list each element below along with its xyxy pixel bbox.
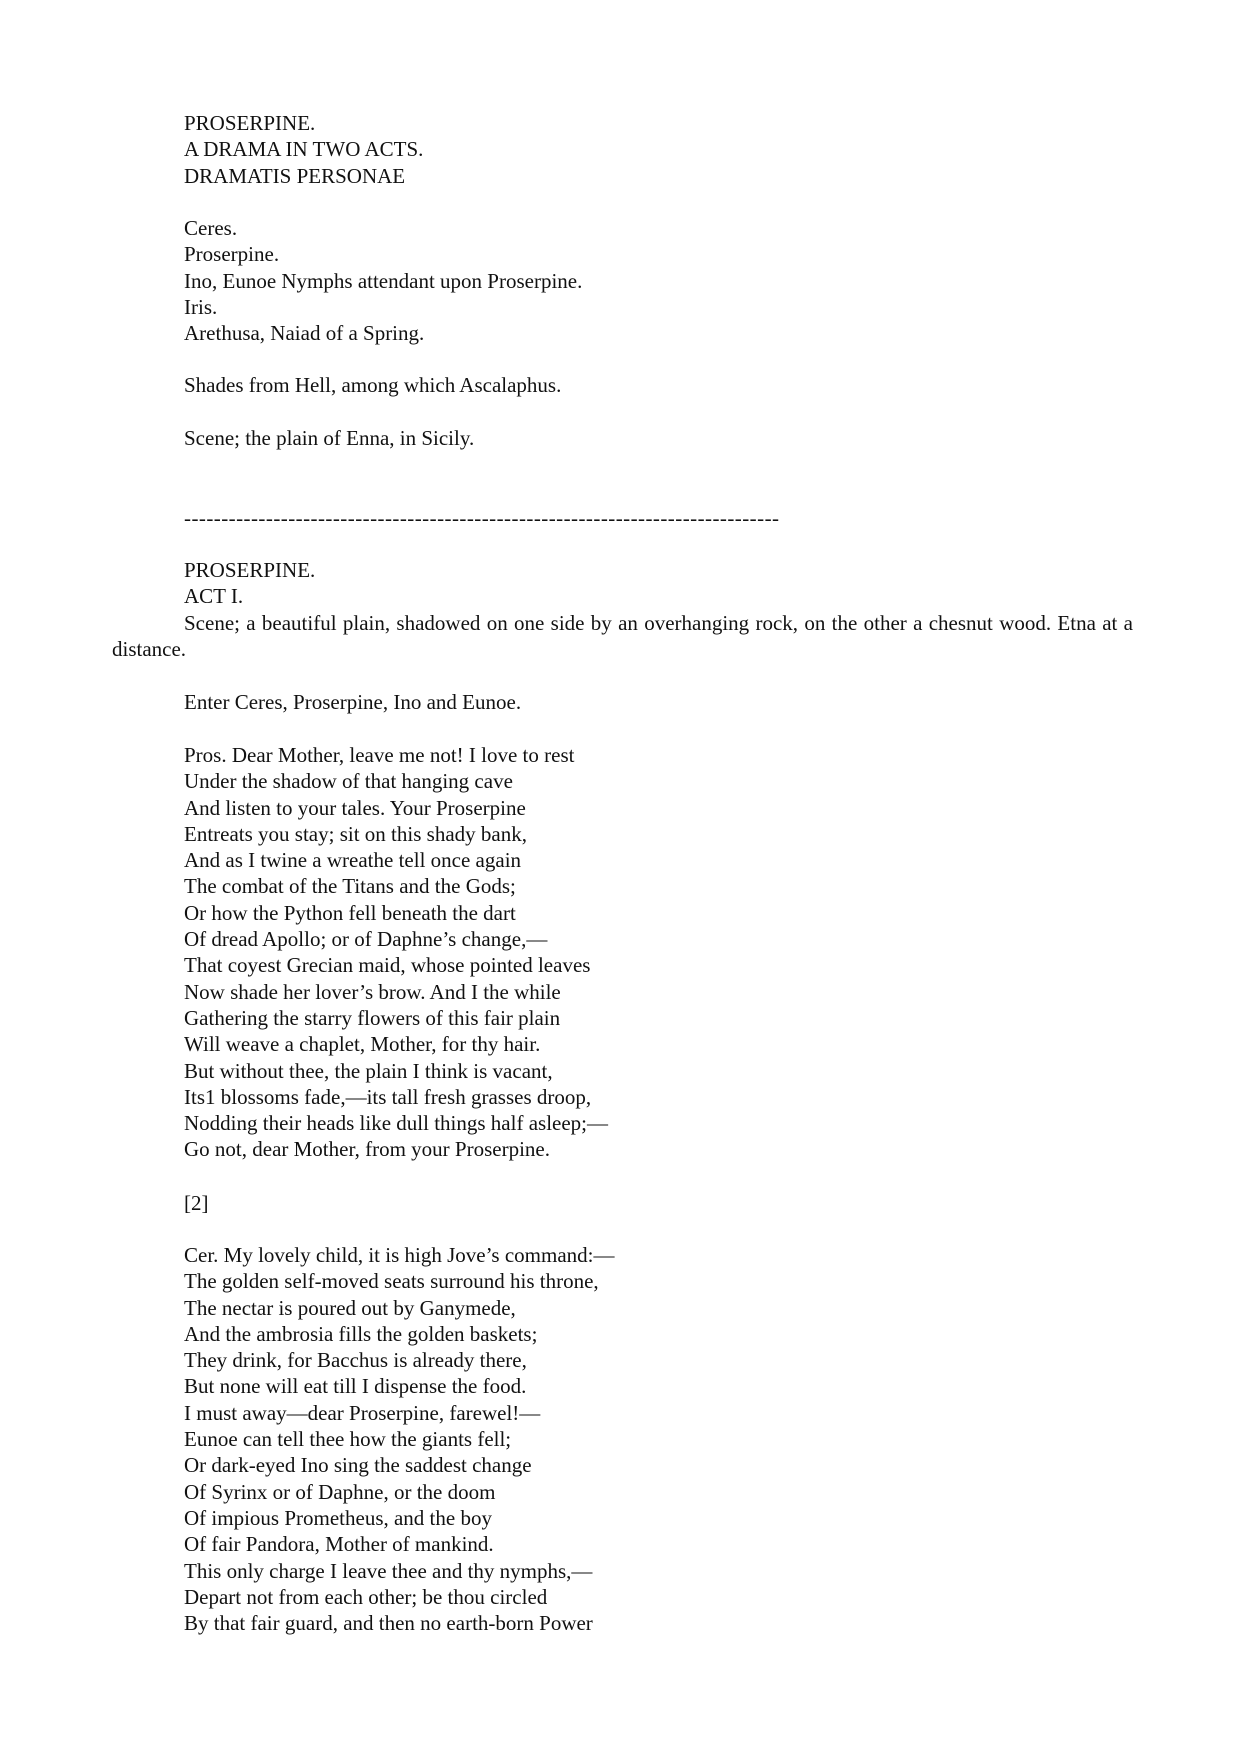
verse-line: By that fair guard, and then no earth-born Power [184,1611,593,1636]
verse-line: Or how the Python fell beneath the dart [184,900,516,925]
verse-line: The nectar is poured out by Ganymede, [184,1295,516,1320]
scene-description: Scene; a beautiful plain, shadowed on one side by an overhanging rock, on the other a chesnut wood. Etna at a distance. [112,611,1133,662]
verse-line: Or dark-eyed Ino sing the saddest change [184,1453,532,1478]
setting-text: Scene; the plain of Enna, in Sicily. [184,426,475,450]
verse-line: That coyest Grecian maid, whose pointed leaves [184,953,591,978]
character-item: Iris. [184,294,218,319]
character-item: Proserpine. [184,242,280,267]
play-subtitle: A DRAMA IN TWO ACTS. [184,137,424,162]
verse-line: Of fair Pandora, Mother of mankind. [184,1532,494,1557]
verse-line: Gathering the starry flowers of this fair plain [184,1005,561,1030]
verse-line: The combat of the Titans and the Gods; [184,874,516,899]
verse-line: Of dread Apollo; or of Daphne’s change,— [184,927,548,952]
verse-line: And as I twine a wreathe tell once again [184,848,522,873]
section-divider [184,505,1134,531]
verse-line: Nodding their heads like dull things half asleep;— [184,1111,608,1136]
character-item: Ceres. [184,216,238,240]
speech-proserpine [184,742,1134,1163]
speech-ceres [184,1242,1134,1636]
title-block [184,110,1134,189]
play-title: PROSERPINE. [184,111,316,135]
verse-line: Of impious Prometheus, and the boy [184,1505,492,1530]
verse-line: Of Syrinx or of Daphne, or the doom [184,1479,496,1504]
act-number: ACT I. [184,584,244,609]
divider-text: -------------------------------------------------------------------------------- [184,506,780,530]
verse-line: They drink, for Bacchus is already there, [184,1348,527,1373]
verse-line: Cer. My lovely child, it is high Jove’s command:— [184,1243,615,1267]
page-marker-text: [2] [184,1191,209,1215]
verse-line: Depart not from each other; be thou circled [184,1584,548,1609]
verse-line: Pros. Dear Mother, leave me not! I love to rest [184,743,575,767]
entrance-text: Enter Ceres, Proserpine, Ino and Eunoe. [184,690,522,714]
verse-line: The golden self-moved seats surround his throne, [184,1269,599,1294]
character-item: Arethusa, Naiad of a Spring. [184,321,425,346]
verse-line: And the ambrosia fills the golden baskets; [184,1321,538,1346]
verse-line: But none will eat till I dispense the food. [184,1374,527,1399]
verse-line: This only charge I leave thee and thy nymphs,— [184,1558,593,1583]
verse-line: Its1 blossoms fade,—its tall fresh grasses droop, [184,1084,592,1109]
page-marker [184,1190,1134,1216]
verse-line: But without thee, the plain I think is vacant, [184,1058,553,1083]
verse-line: I must away—dear Proserpine, farewel!— [184,1400,541,1425]
verse-line: And listen to your tales. Your Proserpine [184,795,526,820]
stage-direction [184,689,1134,715]
verse-line: Go not, dear Mother, from your Proserpine. [184,1137,550,1162]
act-heading [184,557,1134,610]
verse-line: Eunoe can tell thee how the giants fell; [184,1427,512,1452]
act-play-title: PROSERPINE. [184,558,316,582]
character-list [184,215,1134,346]
verse-line: Under the shadow of that hanging cave [184,769,513,794]
verse-line: Entreats you stay; sit on this shady bank, [184,821,527,846]
character-item: Ino, Eunoe Nymphs attendant upon Proserpine. [184,268,583,293]
verse-line: Now shade her lover’s brow. And I the while [184,979,561,1004]
shades-note [184,372,1134,398]
setting-note [184,425,1134,451]
shades-text: Shades from Hell, among which Ascalaphus. [184,373,562,397]
verse-line: Will weave a chaplet, Mother, for thy hair. [184,1032,541,1057]
dramatis-personae-heading: DRAMATIS PERSONAE [184,163,406,188]
